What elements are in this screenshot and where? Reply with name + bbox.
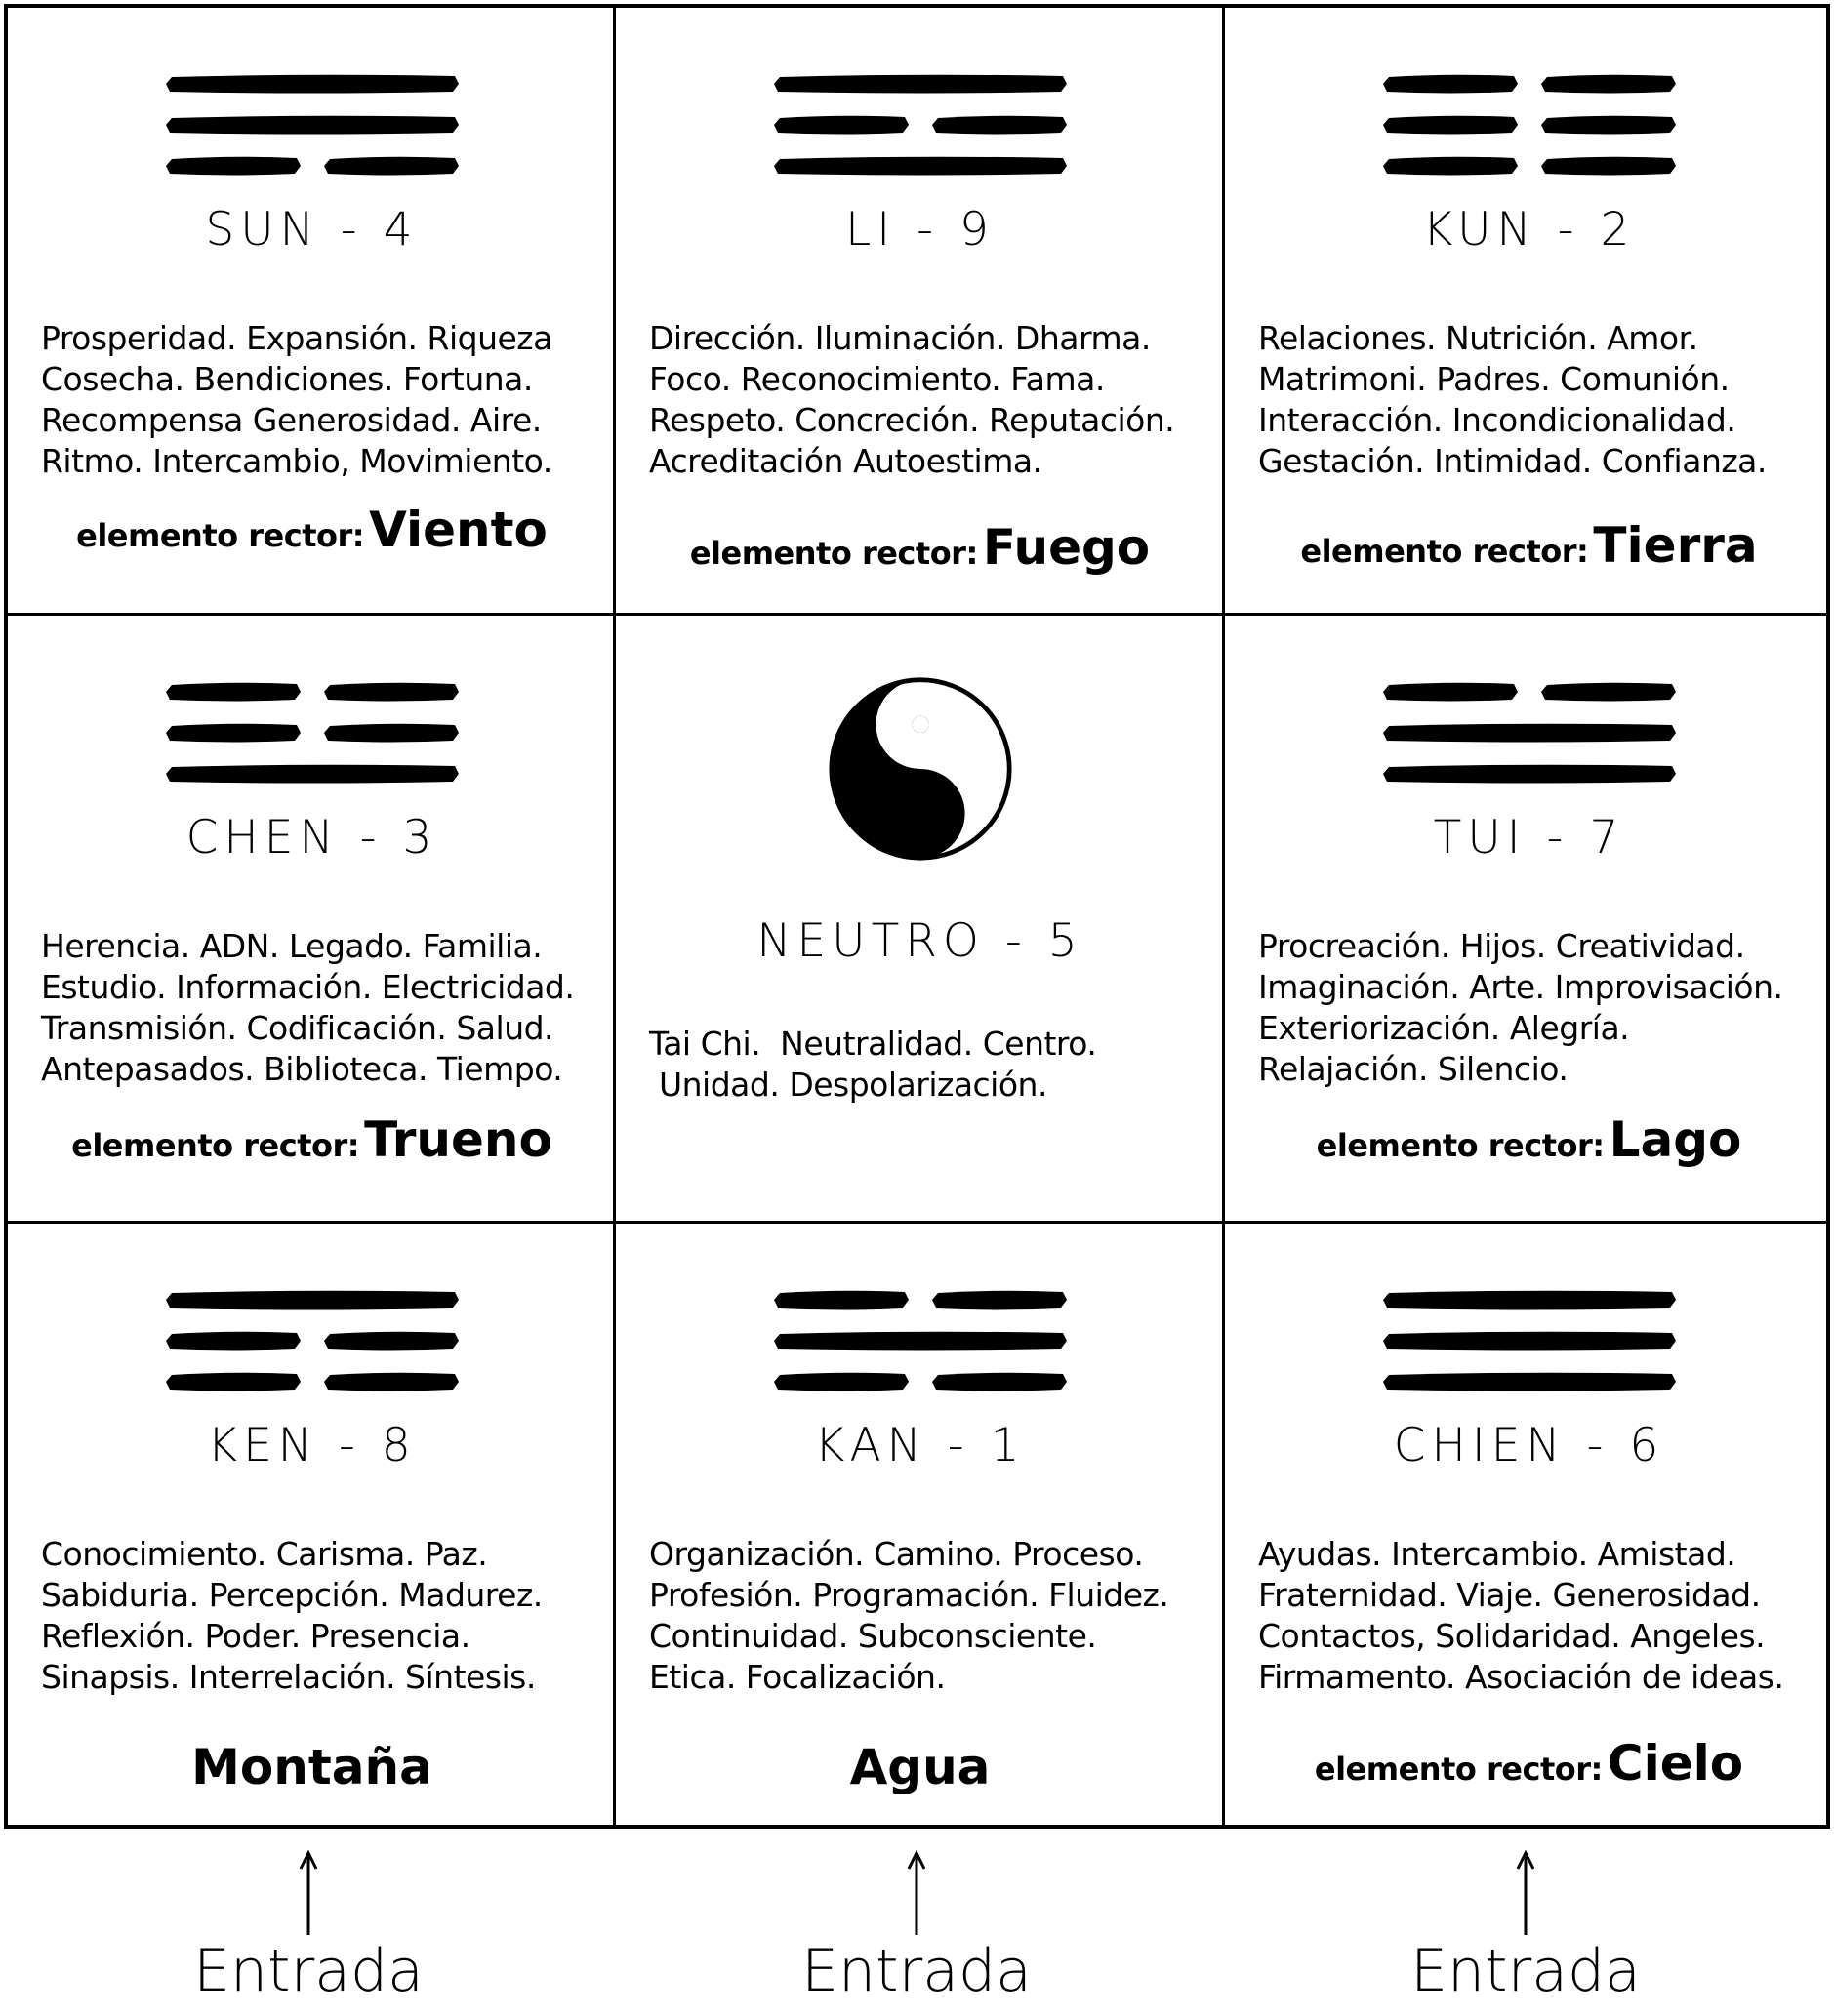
element-name: Lago xyxy=(1609,1111,1742,1168)
description-line: Contactos, Solidaridad. Angeles. xyxy=(1258,1617,1766,1655)
trigram-stroke xyxy=(166,157,301,176)
cell-ken xyxy=(8,1224,616,1832)
trigram-stroke xyxy=(324,1373,459,1391)
entrance-left xyxy=(113,1849,504,2005)
description-line: Estudio. Información. Electricidad. xyxy=(41,968,575,1006)
trigram-stroke xyxy=(166,1291,459,1310)
trigram-stroke xyxy=(1383,116,1518,135)
trigram-stroke xyxy=(324,1332,459,1351)
trigram-stroke xyxy=(324,683,459,702)
description-line: Sinapsis. Interrelación. Síntesis. xyxy=(41,1658,536,1696)
description-line: Dirección. Iluminación. Dharma. xyxy=(649,319,1151,357)
trigram-li-icon xyxy=(764,64,1077,181)
element-name: Trueno xyxy=(364,1111,552,1168)
trigram-stroke xyxy=(1541,116,1676,135)
governing-element xyxy=(8,502,616,558)
cell-kun xyxy=(1225,8,1833,616)
cell-description xyxy=(649,1534,1204,1698)
cell-description xyxy=(1258,318,1814,482)
cell-title: SUN - 4 xyxy=(205,203,419,257)
cell-title: CHEN - 3 xyxy=(185,811,438,865)
description-line: Interacción. Incondicionalidad. xyxy=(1258,401,1736,439)
trigram-stroke xyxy=(774,1291,909,1310)
rector-label: elemento rector: xyxy=(1316,1127,1605,1164)
trigram-stroke xyxy=(1541,683,1676,702)
description-line: Relajación. Silencio. xyxy=(1258,1050,1569,1088)
trigram-stroke xyxy=(1383,683,1518,702)
trigram-kan-icon xyxy=(764,1280,1077,1397)
trigram-stroke xyxy=(1541,75,1676,94)
cell-title: TUI - 7 xyxy=(1433,811,1625,865)
cell-description xyxy=(41,926,596,1090)
rector-label: elemento rector: xyxy=(1314,1751,1603,1788)
trigram-stroke xyxy=(166,116,459,135)
cell-description xyxy=(649,1024,1204,1106)
trigram-tui-icon xyxy=(1373,672,1686,789)
description-line: Gestación. Intimidad. Confianza. xyxy=(1258,442,1767,480)
description-line: Etica. Focalización. xyxy=(649,1658,946,1696)
cell-description xyxy=(41,318,596,482)
governing-element xyxy=(1225,517,1833,574)
trigram-stroke xyxy=(932,116,1067,135)
trigram-stroke xyxy=(1383,1332,1676,1351)
bagua-grid xyxy=(4,4,1830,1829)
rector-label: elemento rector: xyxy=(689,535,978,572)
trigram-stroke xyxy=(166,765,459,784)
description-line: Reflexión. Poder. Presencia. xyxy=(41,1617,470,1655)
trigram-ken-icon xyxy=(156,1280,469,1397)
cell-title: KAN - 1 xyxy=(814,1419,1026,1472)
governing-element xyxy=(1225,1735,1833,1792)
trigram-stroke xyxy=(1383,724,1676,743)
element-name: Viento xyxy=(369,502,548,558)
cell-chien xyxy=(1225,1224,1833,1832)
description-line: Conocimiento. Carisma. Paz. xyxy=(41,1535,488,1573)
trigram-stroke xyxy=(324,157,459,176)
cell-title: LI - 9 xyxy=(845,203,995,257)
rector-label: elemento rector: xyxy=(1300,533,1589,570)
entrance-center xyxy=(721,1849,1112,2005)
cell-chen xyxy=(8,616,616,1224)
description-line: Profesión. Programación. Fluidez. xyxy=(649,1576,1169,1614)
rector-label: elemento rector: xyxy=(76,517,365,554)
description-line: Firmamento. Asociación de ideas. xyxy=(1258,1658,1784,1696)
cell-description xyxy=(41,1534,596,1698)
trigram-stroke xyxy=(774,1332,1067,1351)
trigram-stroke xyxy=(1383,75,1518,94)
description-line: Continuidad. Subconsciente. xyxy=(649,1617,1097,1655)
trigram-stroke xyxy=(1383,1291,1676,1310)
description-line: Cosecha. Bendiciones. Fortuna. xyxy=(41,360,533,398)
cell-title: CHIEN - 6 xyxy=(1393,1419,1665,1472)
trigram-stroke xyxy=(166,1373,301,1391)
trigram-stroke xyxy=(166,724,301,743)
description-line: Ritmo. Intercambio, Movimiento. xyxy=(41,442,552,480)
description-line: Imaginación. Arte. Improvisación. xyxy=(1258,968,1783,1006)
trigram-chien-icon xyxy=(1373,1280,1686,1397)
cell-description xyxy=(649,318,1204,482)
cell-sun xyxy=(8,8,616,616)
cell-description xyxy=(1258,1534,1814,1698)
trigram-stroke xyxy=(166,1332,301,1351)
description-line: Acreditación Autoestima. xyxy=(649,442,1042,480)
rector-label: elemento rector: xyxy=(71,1127,360,1164)
trigram-stroke xyxy=(166,75,459,94)
cell-title: NEUTRO - 5 xyxy=(756,914,1083,968)
entrance-right xyxy=(1330,1849,1721,2005)
trigram-stroke xyxy=(932,1291,1067,1310)
governing-element xyxy=(8,1111,616,1168)
trigram-stroke xyxy=(166,683,301,702)
element-name: Agua xyxy=(849,1739,991,1795)
element-name: Tierra xyxy=(1593,517,1758,574)
description-line: Tai Chi. Neutralidad. Centro. xyxy=(649,1025,1097,1063)
description-line: Relaciones. Nutrición. Amor. xyxy=(1258,319,1698,357)
cell-description xyxy=(1258,926,1814,1090)
trigram-kun-icon xyxy=(1373,64,1686,181)
description-line: Procreación. Hijos. Creatividad. xyxy=(1258,927,1745,965)
trigram-stroke xyxy=(1383,765,1676,784)
trigram-stroke xyxy=(774,116,909,135)
cell-neutro xyxy=(616,616,1224,1224)
description-line: Exteriorización. Alegría. xyxy=(1258,1009,1630,1047)
description-line: Organización. Camino. Proceso. xyxy=(649,1535,1144,1573)
description-line: Sabiduria. Percepción. Madurez. xyxy=(41,1576,543,1614)
description-line: Transmisión. Codificación. Salud. xyxy=(41,1009,554,1047)
trigram-stroke xyxy=(774,75,1067,94)
yin-yang-icon xyxy=(828,676,1013,862)
entrance-label: Entrada xyxy=(1410,1937,1641,2005)
cell-kan xyxy=(616,1224,1224,1832)
description-line: Unidad. Despolarización. xyxy=(649,1066,1047,1104)
description-line: Antepasados. Biblioteca. Tiempo. xyxy=(41,1050,563,1088)
trigram-stroke xyxy=(324,724,459,743)
cell-title: KUN - 2 xyxy=(1422,203,1636,257)
element-name: Montaña xyxy=(191,1739,432,1795)
trigram-stroke xyxy=(1383,1373,1676,1391)
entrance-label: Entrada xyxy=(801,1937,1032,2005)
description-line: Herencia. ADN. Legado. Familia. xyxy=(41,927,543,965)
description-line: Matrimoni. Padres. Comunión. xyxy=(1258,360,1730,398)
trigram-sun-icon xyxy=(156,64,469,181)
arrow-up-icon xyxy=(299,1849,318,1937)
cell-title: KEN - 8 xyxy=(207,1419,417,1472)
trigram-stroke xyxy=(932,1373,1067,1391)
entrance-label: Entrada xyxy=(193,1937,424,2005)
description-line: Respeto. Concreción. Reputación. xyxy=(649,401,1175,439)
arrow-up-icon xyxy=(907,1849,926,1937)
cell-tui xyxy=(1225,616,1833,1224)
arrow-up-icon xyxy=(1516,1849,1535,1937)
description-line: Prosperidad. Expansión. Riqueza xyxy=(41,319,552,357)
trigram-stroke xyxy=(774,1373,909,1391)
description-line: Fraternidad. Viaje. Generosidad. xyxy=(1258,1576,1761,1614)
element-name: Cielo xyxy=(1607,1735,1744,1792)
description-line: Ayudas. Intercambio. Amistad. xyxy=(1258,1535,1736,1573)
cell-li xyxy=(616,8,1224,616)
trigram-stroke xyxy=(1383,157,1518,176)
trigram-stroke xyxy=(1541,157,1676,176)
governing-element xyxy=(1225,1111,1833,1168)
trigram-chen-icon xyxy=(156,672,469,789)
governing-element xyxy=(616,519,1224,576)
element-name: Fuego xyxy=(982,519,1151,576)
description-line: Foco. Reconocimiento. Fama. xyxy=(649,360,1105,398)
trigram-stroke xyxy=(774,157,1067,176)
description-line: Recompensa Generosidad. Aire. xyxy=(41,401,542,439)
